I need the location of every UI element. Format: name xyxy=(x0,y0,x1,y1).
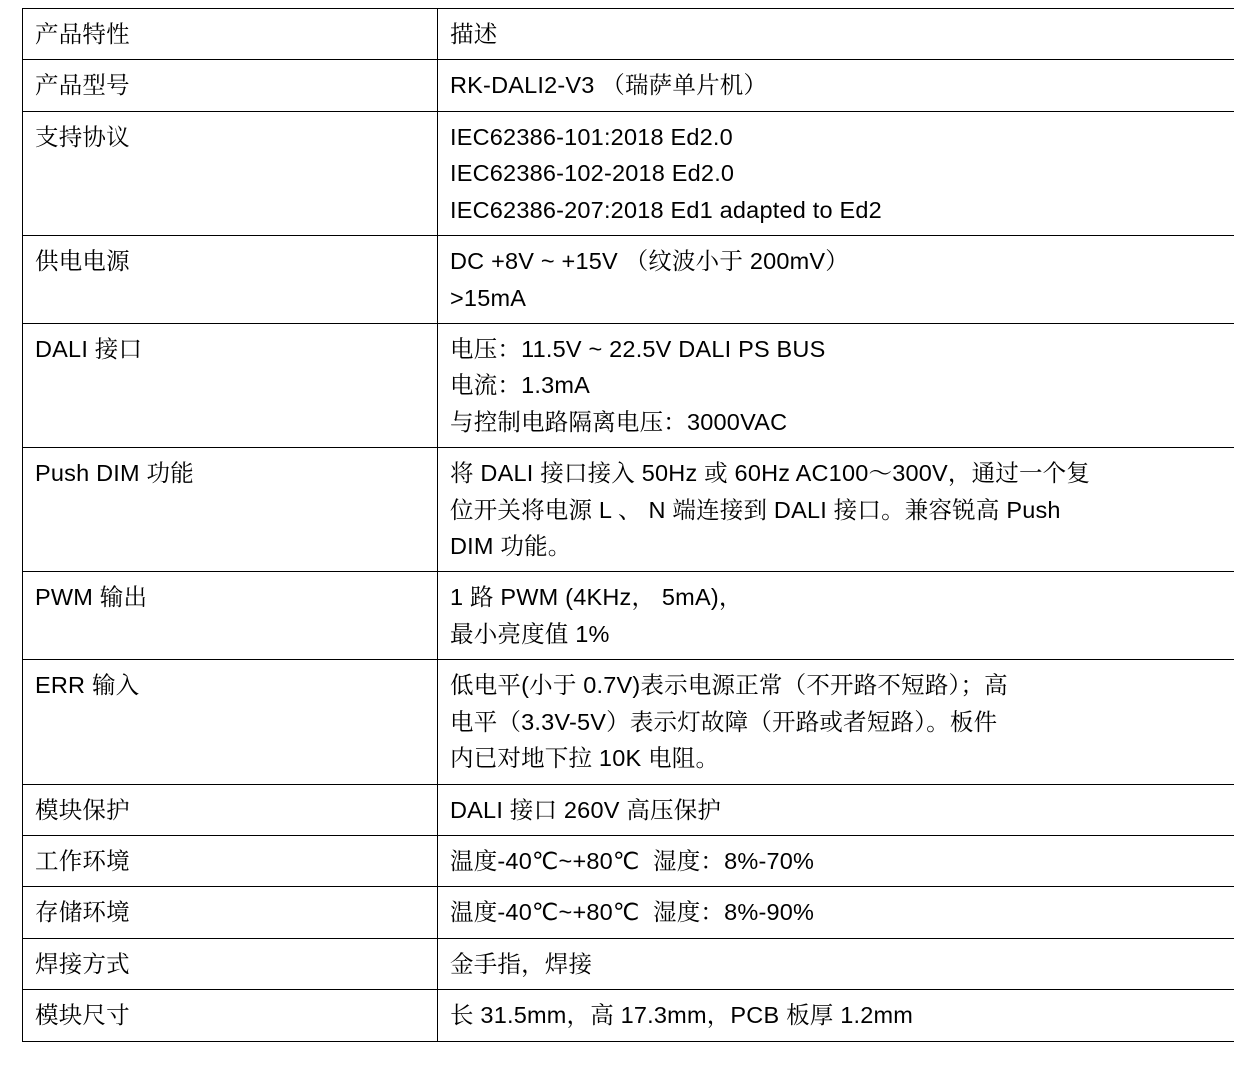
feature-cell: 工作环境 xyxy=(23,836,438,887)
description-line: DC +8V ~ +15V （纹波小于 200mV） xyxy=(450,248,849,275)
description-line: 与控制电路隔离电压：3000VAC xyxy=(450,408,788,435)
description-cell xyxy=(438,236,1234,324)
description-line: 金手指，焊接 xyxy=(450,950,593,977)
description-line: DALI 接口 260V 高压保护 xyxy=(450,796,722,823)
feature-cell: 模块保护 xyxy=(23,784,438,835)
feature-cell: ERR 输入 xyxy=(23,660,438,784)
description-cell xyxy=(438,572,1234,660)
feature-cell: PWM 输出 xyxy=(23,572,438,660)
description-cell xyxy=(438,448,1234,572)
spec-table-body xyxy=(23,9,1234,1042)
description-line: 内已对地下拉 10K 电阻。 xyxy=(450,745,720,772)
table-row xyxy=(23,572,1234,660)
table-row xyxy=(23,836,1234,887)
description-line: 温度-40℃~+80℃ 湿度：8%-70% xyxy=(450,848,815,875)
description-cell xyxy=(438,323,1234,447)
description-line: 长 31.5mm，高 17.3mm，PCB 板厚 1.2mm xyxy=(450,1002,914,1029)
description-line: 电平（3.3V-5V）表示灯故障（开路或者短路）。板件 xyxy=(450,708,998,735)
description-cell xyxy=(438,660,1234,784)
description-cell xyxy=(438,990,1234,1041)
feature-cell: 模块尺寸 xyxy=(23,990,438,1041)
table-row xyxy=(23,111,1234,235)
description-cell xyxy=(438,9,1234,60)
description-line: 将 DALI 接口接入 50Hz 或 60Hz AC100～300V，通过一个复 xyxy=(450,460,1091,487)
feature-cell: 产品特性 xyxy=(23,9,438,60)
description-cell xyxy=(438,111,1234,235)
feature-cell: 产品型号 xyxy=(23,60,438,111)
description-line: 最小亮度值 1% xyxy=(450,620,610,647)
table-row xyxy=(23,784,1234,835)
description-line: 位开关将电源 L 、 N 端连接到 DALI 接口。兼容锐高 Push xyxy=(450,496,1061,523)
description-cell xyxy=(438,60,1234,111)
description-cell xyxy=(438,784,1234,835)
description-line: 电流：1.3mA xyxy=(450,372,591,399)
description-line: 电压：11.5V ~ 22.5V DALI PS BUS xyxy=(450,335,826,362)
description-cell xyxy=(438,836,1234,887)
description-line: 低电平(小于 0.7V)表示电源正常（不开路不短路）；高 xyxy=(450,672,1008,699)
description-cell xyxy=(438,887,1234,938)
feature-cell: 存储环境 xyxy=(23,887,438,938)
description-line: RK-DALI2-V3 （瑞萨单片机） xyxy=(450,72,768,99)
product-spec-table xyxy=(22,8,1234,1042)
description-line: 1 路 PWM (4KHz， 5mA)， xyxy=(450,584,743,611)
feature-cell: 支持协议 xyxy=(23,111,438,235)
description-cell xyxy=(438,938,1234,989)
feature-cell: 焊接方式 xyxy=(23,938,438,989)
feature-cell: Push DIM 功能 xyxy=(23,448,438,572)
table-row xyxy=(23,938,1234,989)
description-line: IEC62386-102-2018 Ed2.0 xyxy=(450,160,735,187)
table-row xyxy=(23,236,1234,324)
description-line: 温度-40℃~+80℃ 湿度：8%-90% xyxy=(450,899,815,926)
table-row xyxy=(23,990,1234,1041)
description-line: 描述 xyxy=(450,21,498,47)
description-line: IEC62386-207:2018 Ed1 adapted to Ed2 xyxy=(450,196,882,223)
table-row xyxy=(23,887,1234,938)
table-row xyxy=(23,660,1234,784)
table-row xyxy=(23,323,1234,447)
description-line: >15mA xyxy=(450,284,527,311)
feature-cell: 供电电源 xyxy=(23,236,438,324)
description-line: IEC62386-101:2018 Ed2.0 xyxy=(450,123,733,150)
table-row xyxy=(23,60,1234,111)
table-row xyxy=(23,9,1234,60)
table-row xyxy=(23,448,1234,572)
feature-cell: DALI 接口 xyxy=(23,323,438,447)
description-line: DIM 功能。 xyxy=(450,533,572,560)
